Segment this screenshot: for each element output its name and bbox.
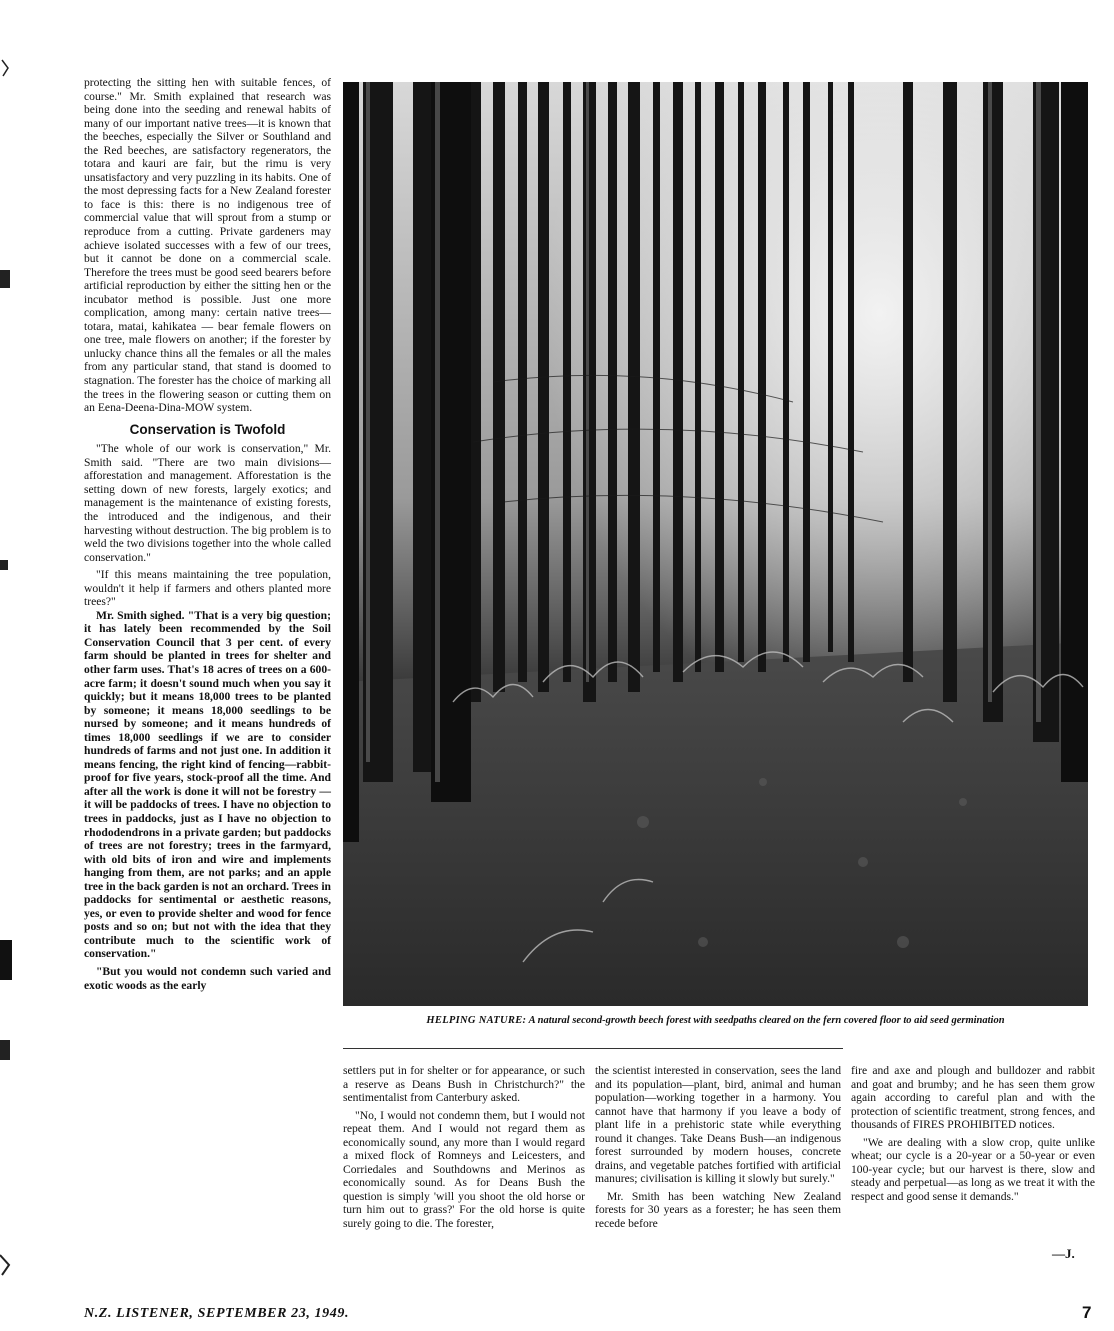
paragraph: fire and axe and plough and bulldozer and rabbit and goat and brumby; and he has seen them grow again according to careful plan and with the protection of scientific treatment, strong fences, and thousands of FIRES PROHIBITED notices. bbox=[851, 1064, 1095, 1132]
binding-edge bbox=[0, 0, 14, 1331]
paragraph: "The whole of our work is conservation," Mr. Smith said. "There are two main divisions—afforestation and management. Afforestation is the setting down of new forests, largely exotics; and management is the maintenance of existing forests, the introduced and the indigenous, and their harvesting without destruction. The big problem is to weld the two divisions together into the whole called conservation." bbox=[84, 442, 331, 564]
forest-photograph bbox=[343, 82, 1088, 1006]
photo-caption bbox=[343, 1015, 1088, 1027]
paragraph: protecting the sitting hen with suitable fences, of course." Mr. Smith explained that research was being done into the seeding and renewal habits of many of our important native trees—it is known that the beeches, especially the Silver or Southland and the Red beeches, are satisfactory regenerators, the totara and kauri are fair, but the rimu is very unsatisfactory and very puzzling in its habits. One of the most depressing facts for a New Zealand forester to face is this: there is no indigenous tree of commercial value that will sprout from a stump or reproduce from a cutting. Private gardeners may achieve isolated successes with a few of our trees, but it cannot be done on a commercial scale. Therefore the trees must be good seed bearers before artificial reproduction by either the sitting hen or the incubator method is possible. Just one more complication, among many: certain native trees—totara, matai, kahikatea — bear female flowers on one tree, male flowers on another; if the forester by unlucky chance thins all the females or all the males from any particular stand, that stand is doomed to stagnation. The forester has the choice of marking all the trees in the flowering season or cutting them on an Eena-Deena-Dina-MOW system. bbox=[84, 76, 331, 415]
paragraph: the scientist interested in conservation, sees the land and its population—plant, bird, animal and human population—working together in a harmony. You cannot have that harmony if you leave a body of plant life in a prehistoric state while everything round it changes. Take Deans Bush—an indigenous forest surrounded by modern houses, concrete drains, and vegetable patches fortified with artificial manures; civilisation is killing it slowly but surely." bbox=[595, 1064, 841, 1186]
author-signoff: —J. bbox=[1052, 1246, 1075, 1261]
paragraph: Mr. Smith has been watching New Zealand forests for 30 years as a forester; he has seen them recede before bbox=[595, 1189, 841, 1231]
paragraph: Mr. Smith sighed. "That is a very big question; it has lately been recommended by the Soil Conservation Council that 3 per cent. of every farm should be planted in trees for shelter and other farm uses. That's 18 acres of trees on a 600-acre farm; it doesn't sound much when you say it quickly; but it means 18,000 trees to be planted by someone; it means 18,000 seedlings to be nursed by someone; and it means hundreds of times 18,000 seedlings if we are to consider hundreds of farms and not just one. In addition it means fencing, the right kind of fencing—rabbit-proof for five years, stock-proof all the time. And after all the work is done it will not be forestry — it will be paddocks of trees. I have no objection to trees in paddocks, just as I have no objection to rhododendrons in a private garden; but paddocks of trees are not forestry; trees in the farmyard, with old bits of iron and wire and implements hanging from them, are not parks; and an apple tree in the back garden is not an orchard. Trees in paddocks for sentimental or aesthetic reasons, yes, or even to provide shelter and wood for fence posts and so on; but not with the idea that they contribute much to the scientific work of conservation." bbox=[84, 608, 331, 961]
caption-lead: HELPING NATURE: bbox=[426, 1015, 527, 1026]
paragraph: "If this means maintaining the tree population, wouldn't it help if farmers and others planted more trees?" bbox=[84, 568, 331, 609]
divider bbox=[343, 1048, 843, 1049]
article-column-4 bbox=[851, 1064, 1095, 1203]
beech-forest-image bbox=[343, 82, 1088, 1006]
page-number: 7 bbox=[1082, 1303, 1092, 1322]
article-column-3 bbox=[595, 1064, 841, 1231]
caption-text: A natural second-growth beech forest with seedpaths cleared on the fern covered floor to aid seed germination bbox=[528, 1015, 1005, 1026]
article-column-1 bbox=[84, 76, 331, 992]
paragraph: "But you would not condemn such varied and exotic woods as the early bbox=[84, 965, 331, 992]
paragraph: "No, I would not condemn them, but I would not repeat them. And I would not regard them as economically sound, any more than I would regard a mixed flock of Romneys and Leicesters, and Corriedales and Southdowns and Merinos as economically sound. As for Deans Bush the question is simply 'will you shoot the old horse or turn him out to grass?' For the old horse is quite surely going to die. The forester, bbox=[343, 1108, 585, 1231]
publication-footer: N.Z. LISTENER, SEPTEMBER 23, 1949. bbox=[84, 1306, 350, 1321]
section-heading: Conservation is Twofold bbox=[129, 421, 286, 437]
paragraph: settlers put in for shelter or for appearance, or such a reserve as Deans Bush in Christchurch?" the sentimentalist from Canterbury asked. bbox=[343, 1064, 585, 1105]
paragraph: "We are dealing with a slow crop, quite unlike wheat; our cycle is a 20-year or a 50-year or even 100-year cycle; but our harvest is there, slow and steady and perpetual—as long as we treat it with the respect and good sense it demands." bbox=[851, 1135, 1095, 1203]
article-column-2 bbox=[343, 1064, 585, 1231]
